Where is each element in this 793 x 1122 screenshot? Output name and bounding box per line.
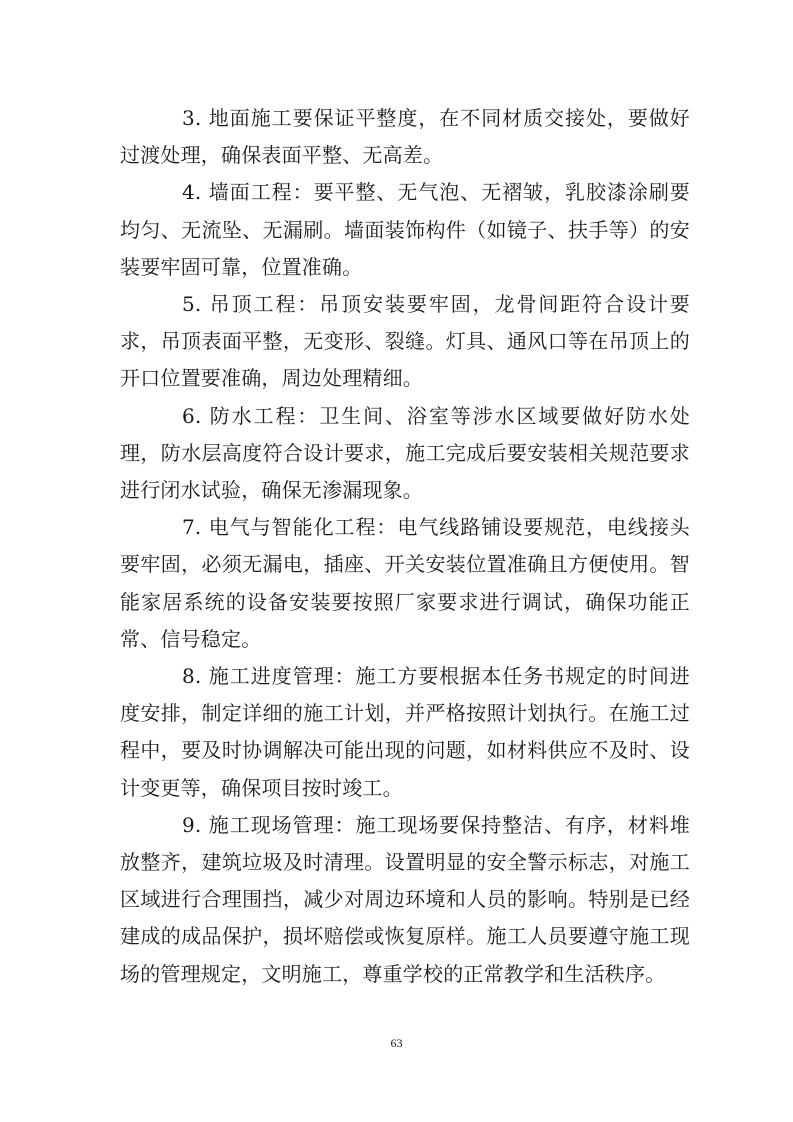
paragraph-item-5: 5. 吊顶工程：吊顶安装要牢固，龙骨间距符合设计要求，吊顶表面平整，无变形、裂缝。灯具、通风口等在吊顶上的开口位置要准确，周边处理精细。	[120, 292, 690, 391]
paragraph-item-7: 7. 电气与智能化工程：电气线路铺设要规范，电线接头要牢固，必须无漏电，插座、开关安装位置准确且方便使用。智能家居系统的设备安装要按照厂家要求进行调试，确保功能正常、信号稳定。	[120, 515, 690, 651]
paragraph-item-9: 9. 施工现场管理：施工现场要保持整洁、有序，材料堆放整齐，建筑垃圾及时清理。设置明显的安全警示标志，对施工区域进行合理围挡，减少对周边环境和人员的影响。特别是已经建成的成品保护，损坏赔偿或恢复原样。施工人员要遵守施工现场的管理规定，文明施工，尊重学校的正常教学和生活秩序。	[120, 812, 690, 986]
paragraph-item-4: 4. 墙面工程：要平整、无气泡、无褶皱，乳胶漆涂刷要均匀、无流坠、无漏刷。墙面装饰构件（如镜子、扶手等）的安装要牢固可靠，位置准确。	[120, 180, 690, 279]
paragraph-item-8: 8. 施工进度管理：施工方要根据本任务书规定的时间进度安排，制定详细的施工计划，并严格按照计划执行。在施工过程中，要及时协调解决可能出现的问题，如材料供应不及时、设计变更等，确保项目按时竣工。	[120, 664, 690, 800]
paragraph-item-6: 6. 防水工程：卫生间、浴室等涉水区域要做好防水处理，防水层高度符合设计要求，施工完成后要安装相关规范要求进行闭水试验，确保无渗漏现象。	[120, 403, 690, 503]
page-content	[120, 100, 690, 993]
page-number: 63	[390, 1036, 403, 1050]
paragraph-item-3: 3. 地面施工要保证平整度，在不同材质交接处，要做好过渡处理，确保表面平整、无高差。	[120, 106, 690, 168]
